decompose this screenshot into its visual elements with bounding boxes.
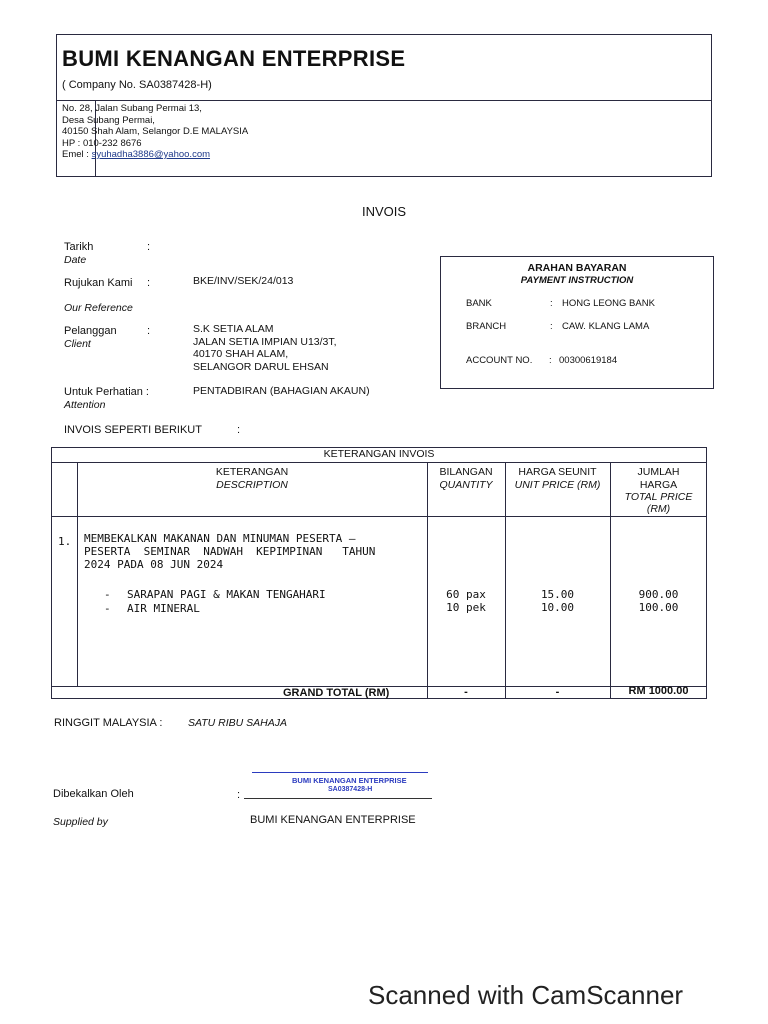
grand-total-value: RM 1000.00 xyxy=(628,685,689,697)
client-line: S.K SETIA ALAM xyxy=(193,323,274,335)
account-colon: : xyxy=(549,355,552,366)
email-link[interactable]: syuhadha3886@yahoo.com xyxy=(91,149,211,160)
supplier-name: BUMI KENANGAN ENTERPRISE xyxy=(250,814,416,826)
attention-value: PENTADBIRAN (BAHAGIAN AKAUN) xyxy=(193,385,370,397)
header-total-en-2: (RM) xyxy=(646,503,671,515)
sub-item-quantity: 60 pax xyxy=(446,588,486,601)
invoice-intro-colon: : xyxy=(237,424,241,436)
header-divider xyxy=(56,100,712,101)
sub-item-description: AIR MINERAL xyxy=(127,602,200,615)
account-value: 00300619184 xyxy=(559,355,618,366)
document-title: INVOIS xyxy=(361,204,407,219)
supplied-by-colon: : xyxy=(237,789,241,801)
header-unit-price-en: UNIT PRICE (RM) xyxy=(514,479,601,491)
item-description-line: MEMBEKALKAN MAKANAN DAN MINUMAN PESERTA – xyxy=(84,532,356,545)
attention-label: Untuk Perhatian : xyxy=(64,386,149,398)
item-description-line: PESERTA SEMINAR NADWAH KEPIMPINAN TAHUN xyxy=(84,545,376,558)
sub-item-dash: - xyxy=(104,602,111,615)
header-quantity-en: QUANTITY xyxy=(439,479,493,491)
header-total-en: TOTAL PRICE xyxy=(624,491,693,503)
client-line: SELANGOR DARUL EHSAN xyxy=(193,360,329,373)
amount-words-label: RINGGIT MALAYSIA : xyxy=(54,717,163,729)
reference-colon: : xyxy=(147,277,151,289)
company-address xyxy=(62,103,248,161)
reference-label: Rujukan Kami xyxy=(64,277,133,289)
grand-total-quantity: - xyxy=(464,686,468,698)
company-phone: HP : 010-232 8676 xyxy=(62,137,142,149)
account-label: ACCOUNT NO. xyxy=(466,355,533,366)
company-reg-no: ( Company No. SA0387428-H) xyxy=(62,79,212,91)
address-line: Desa Subang Permai, xyxy=(62,114,155,126)
bank-label: BANK xyxy=(466,298,492,309)
client-colon: : xyxy=(147,325,151,337)
header-total-2: HARGA xyxy=(639,479,678,491)
sub-item-unit-price: 15.00 xyxy=(540,588,575,601)
reference-label-en: Our Reference xyxy=(64,302,133,314)
client-line: JALAN SETIA IMPIAN U13/3T, xyxy=(193,335,337,348)
date-colon: : xyxy=(147,241,151,253)
grand-total-label: GRAND TOTAL (RM) xyxy=(283,687,390,699)
company-name: BUMI KENANGAN ENTERPRISE xyxy=(62,46,406,71)
header-description-en: DESCRIPTION xyxy=(216,479,288,491)
header-total: JUMLAH xyxy=(637,466,680,478)
table-col-rule xyxy=(505,462,506,699)
item-description-line: 2024 PADA 08 JUN 2024 xyxy=(84,558,224,571)
client-line: 40170 SHAH ALAM, xyxy=(193,348,289,360)
sub-item-unit-price: 10.00 xyxy=(540,601,575,614)
company-email-row xyxy=(62,149,248,161)
header-unit-price: HARGA SEUNIT xyxy=(518,466,597,478)
branch-label: BRANCH xyxy=(466,321,507,332)
amount-words-value: SATU RIBU SAHAJA xyxy=(188,717,287,729)
address-line: 40150 Shah Alam, Selangor D.E MALAYSIA xyxy=(62,126,249,137)
item-description xyxy=(84,532,420,571)
stamp-rule xyxy=(252,772,428,773)
client-label-en: Client xyxy=(64,338,91,350)
payment-subtitle: PAYMENT INSTRUCTION xyxy=(520,275,634,286)
sub-item-dash: - xyxy=(104,588,111,601)
supplied-by-label: Dibekalkan Oleh xyxy=(53,788,134,800)
stamp-reg-no: SA0387428-H xyxy=(328,786,373,793)
sub-item-quantity: 10 pek xyxy=(446,601,486,614)
email-label: Emel : xyxy=(62,149,92,160)
client-address xyxy=(193,323,337,373)
grand-total-unit: - xyxy=(555,686,560,698)
sub-item-total: 100.00 xyxy=(638,601,679,614)
client-label: Pelanggan xyxy=(64,325,117,337)
bank-colon: : xyxy=(550,298,553,309)
table-caption-rule xyxy=(51,462,707,463)
table-col-rule xyxy=(427,462,428,699)
bank-value: HONG LEONG BANK xyxy=(562,298,655,309)
signature-line xyxy=(244,798,432,799)
table-caption: KETERANGAN INVOIS xyxy=(323,448,435,460)
sub-item-description: SARAPAN PAGI & MAKAN TENGAHARI xyxy=(127,588,326,601)
stamp-company-name: BUMI KENANGAN ENTERPRISE xyxy=(292,776,407,785)
invoice-intro: INVOIS SEPERTI BERIKUT xyxy=(64,424,202,436)
address-line: No. 28, Jalan Subang Permai 13, xyxy=(62,103,202,114)
reference-value: BKE/INV/SEK/24/013 xyxy=(193,275,294,287)
attention-label-en: Attention xyxy=(64,399,106,411)
branch-value: CAW. KLANG LAMA xyxy=(562,321,650,332)
branch-colon: : xyxy=(550,321,553,332)
header-quantity: BILANGAN xyxy=(439,466,493,478)
camscanner-watermark: Scanned with CamScanner xyxy=(368,980,684,1010)
company-stamp xyxy=(252,768,428,798)
date-label: Tarikh xyxy=(64,241,94,253)
date-label-en: Date xyxy=(64,254,87,266)
payment-title: ARAHAN BAYARAN xyxy=(527,262,627,274)
table-col-rule xyxy=(77,462,78,687)
item-number: 1. xyxy=(58,535,72,548)
sub-item-total: 900.00 xyxy=(638,588,679,601)
supplied-by-label-en: Supplied by xyxy=(53,816,108,828)
table-header-rule xyxy=(51,516,707,517)
header-description: KETERANGAN xyxy=(215,466,289,478)
